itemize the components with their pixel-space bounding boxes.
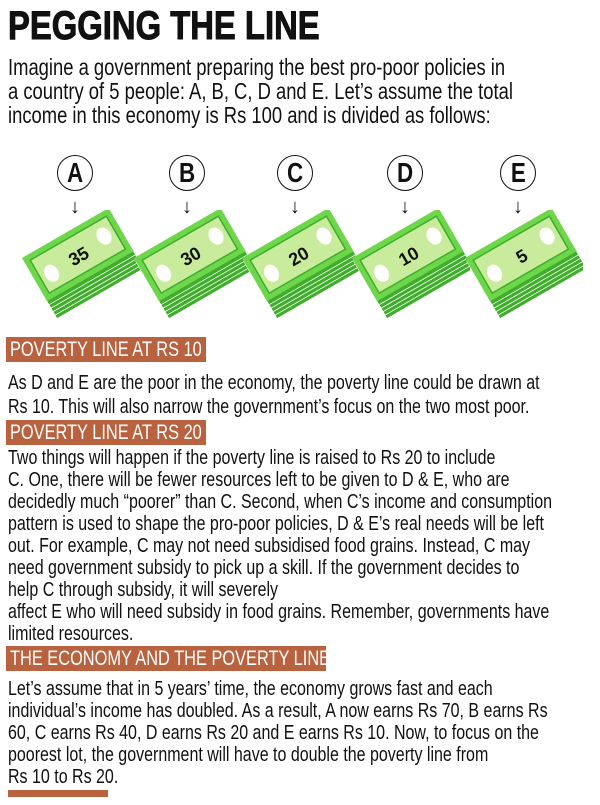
person-circle — [500, 155, 536, 191]
money-stack-icon — [10, 210, 140, 330]
section-heading-text: POVERTY LINE AT RS 20 — [10, 421, 202, 444]
body-text-line: affect E who will need subsidy in food grains. Remember, governments have — [8, 601, 550, 623]
arrow-down-icon: ↓ — [70, 196, 80, 218]
person-circle — [169, 155, 205, 191]
person-label: E — [510, 157, 526, 188]
body-text-line: need government subsidy to pick up a skill. If the government decides to — [8, 557, 520, 579]
person-a — [25, 155, 125, 217]
person-e — [468, 155, 568, 217]
body-text-line: poorest lot, the government will have to double the poverty line from — [8, 744, 489, 766]
body-text-line: individual’s income has doubled. As a result, A now earns Rs 70, B earns Rs — [8, 700, 548, 722]
money-stack-icon — [453, 210, 583, 330]
body-text-line: Let’s assume that in 5 years’ time, the economy grows fast and each — [8, 678, 493, 700]
body-text-line: help C through subsidy, it will severely — [8, 579, 279, 601]
person-label: C — [286, 157, 304, 188]
body-text-line: 60, C earns Rs 40, D earns Rs 20 and E earns Rs 10. Now, to focus on the — [8, 722, 539, 744]
arrow-down-icon: ↓ — [290, 196, 300, 218]
income-label: 35 — [65, 242, 93, 271]
section-heading — [6, 646, 331, 671]
intro-line: a country of 5 people: A, B, C, D and E. Let’s assume the total — [8, 78, 513, 104]
person-circle — [277, 155, 313, 191]
body-text-line: Rs 10 to Rs 20. — [8, 766, 119, 788]
footer-bar — [8, 790, 108, 797]
body-text-line: As D and E are the poor in the economy, the poverty line could be drawn at — [8, 372, 540, 394]
section-heading — [6, 337, 206, 362]
money-stack-icon — [340, 210, 470, 330]
person-circle — [57, 155, 93, 191]
arrow-down-icon: ↓ — [400, 196, 410, 218]
body-text-line: limited resources. — [8, 623, 134, 645]
person-circle — [387, 155, 423, 191]
income-label: 10 — [395, 242, 423, 271]
body-text-line: decidedly much “poorer” than C. Second, when C’s income and consumption — [8, 491, 552, 513]
body-text-line: pattern is used to shape the pro-poor policies, D & E’s real needs will be left — [8, 513, 544, 535]
arrow-down-icon: ↓ — [513, 196, 523, 218]
person-label: D — [396, 157, 414, 188]
body-text-line: Rs 10. This will also narrow the government’s focus on the two most poor. — [8, 396, 530, 418]
body-text-line: Two things will happen if the poverty line is raised to Rs 20 to include — [8, 447, 496, 469]
income-label: 20 — [285, 242, 313, 271]
income-label: 30 — [177, 242, 205, 271]
person-c — [245, 155, 345, 217]
arrow-down-icon: ↓ — [182, 196, 192, 218]
person-b — [137, 155, 237, 217]
intro-line: income in this economy is Rs 100 and is divided as follows: — [8, 102, 491, 128]
body-text-line: C. One, there will be fewer resources left to be given to D & E, who are — [8, 469, 510, 491]
person-d — [355, 155, 455, 217]
section-heading-text: POVERTY LINE AT RS 10 — [10, 338, 202, 361]
person-label: A — [66, 157, 84, 188]
page-title: PEGGING THE LINE — [8, 4, 320, 48]
intro-line: Imagine a government preparing the best pro-poor policies in — [8, 54, 506, 80]
income-label: 5 — [512, 245, 532, 268]
body-text-line: out. For example, C may not need subsidised food grains. Instead, C may — [8, 535, 531, 557]
section-heading-text: THE ECONOMY AND THE POVERTY LINE — [10, 647, 331, 670]
person-label: B — [178, 157, 196, 188]
section-heading — [6, 420, 206, 445]
